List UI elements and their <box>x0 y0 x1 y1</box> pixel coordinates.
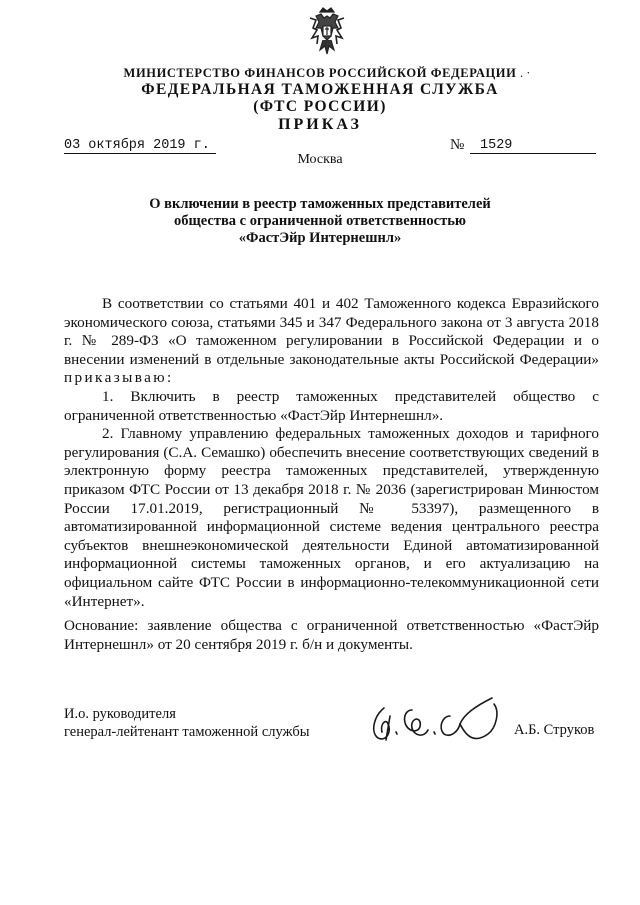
intro-paragraph <box>64 295 599 388</box>
document-type: ПРИКАЗ <box>278 116 362 133</box>
signer-position-line1: И.о. руководителя <box>64 706 176 722</box>
order-number: 1529 <box>470 138 596 154</box>
subject-line1: О включении в реестр таможенных представителей <box>149 196 491 212</box>
signer-position <box>64 705 310 741</box>
order-subject <box>0 196 640 247</box>
ministry-marks: . · <box>520 66 531 80</box>
intro-text: В соответствии со статьями 401 и 402 Таможенного кодекса Евразийского экономического союза, статьями 345 и 347 Федерального закона от 3 августа 2018 г. № 289-ФЗ «О таможенном регулировании в Российской Федерации и о внесении изменений в отдельные законодательные акты Российской Федерации» <box>64 295 599 368</box>
signer-name: А.Б. Струков <box>514 722 595 738</box>
russian-coat-of-arms-icon <box>308 6 346 58</box>
service-name-line2: (ФТС РОССИИ) <box>253 98 387 115</box>
subject-line2: общества с ограниченной ответственностью <box>174 213 466 229</box>
order-date: 03 октября 2019 г. <box>64 138 216 154</box>
signer-position-line2: генерал-лейтенант таможенной службы <box>64 724 310 740</box>
order-word: приказываю: <box>64 369 174 387</box>
subject-line3: «ФастЭйр Интернешнл» <box>238 230 402 246</box>
order-body <box>64 295 599 611</box>
ministry-name-text: МИНИСТЕРСТВО ФИНАНСОВ РОССИЙСКОЙ ФЕДЕРАЦИИ <box>123 66 517 80</box>
service-name <box>0 81 640 115</box>
order-city: Москва <box>297 152 343 167</box>
order-number-sign: № <box>450 137 465 153</box>
order-item-1: 1. Включить в реестр таможенных представителей общество с ограниченной ответственностью «ФастЭйр Интернешнл». <box>64 387 599 424</box>
handwritten-signature <box>366 694 506 754</box>
basis-paragraph: Основание: заявление общества с ограниченной ответственностью «ФастЭйр Интернешнл» от 20 сентября 2019 г. б/н и документы. <box>64 617 599 653</box>
service-name-line1: ФЕДЕРАЛЬНАЯ ТАМОЖЕННАЯ СЛУЖБА <box>141 81 499 98</box>
order-item-2: 2. Главному управлению федеральных таможенных доходов и тарифного регулирования (С.А. Семашко) обеспечить внесение соответствующих сведений в электронную форму реестра таможенных представителей, утвержденную приказом ФТС России от 13 декабря 2018 г. № 2036 (зарегистрирован Минюстом России 17.01.2019, регистрационный № 53397), размещенного в автоматизированной информационной системе ведения центрального реестра субъектов внешнеэкономической деятельности Единой автоматизированной информационной системы таможенных органов, и его актуализацию на официальном сайте ФТС России в информационно-телекоммуникационной сети «Интернет». <box>64 425 599 610</box>
ministry-name <box>0 66 640 81</box>
